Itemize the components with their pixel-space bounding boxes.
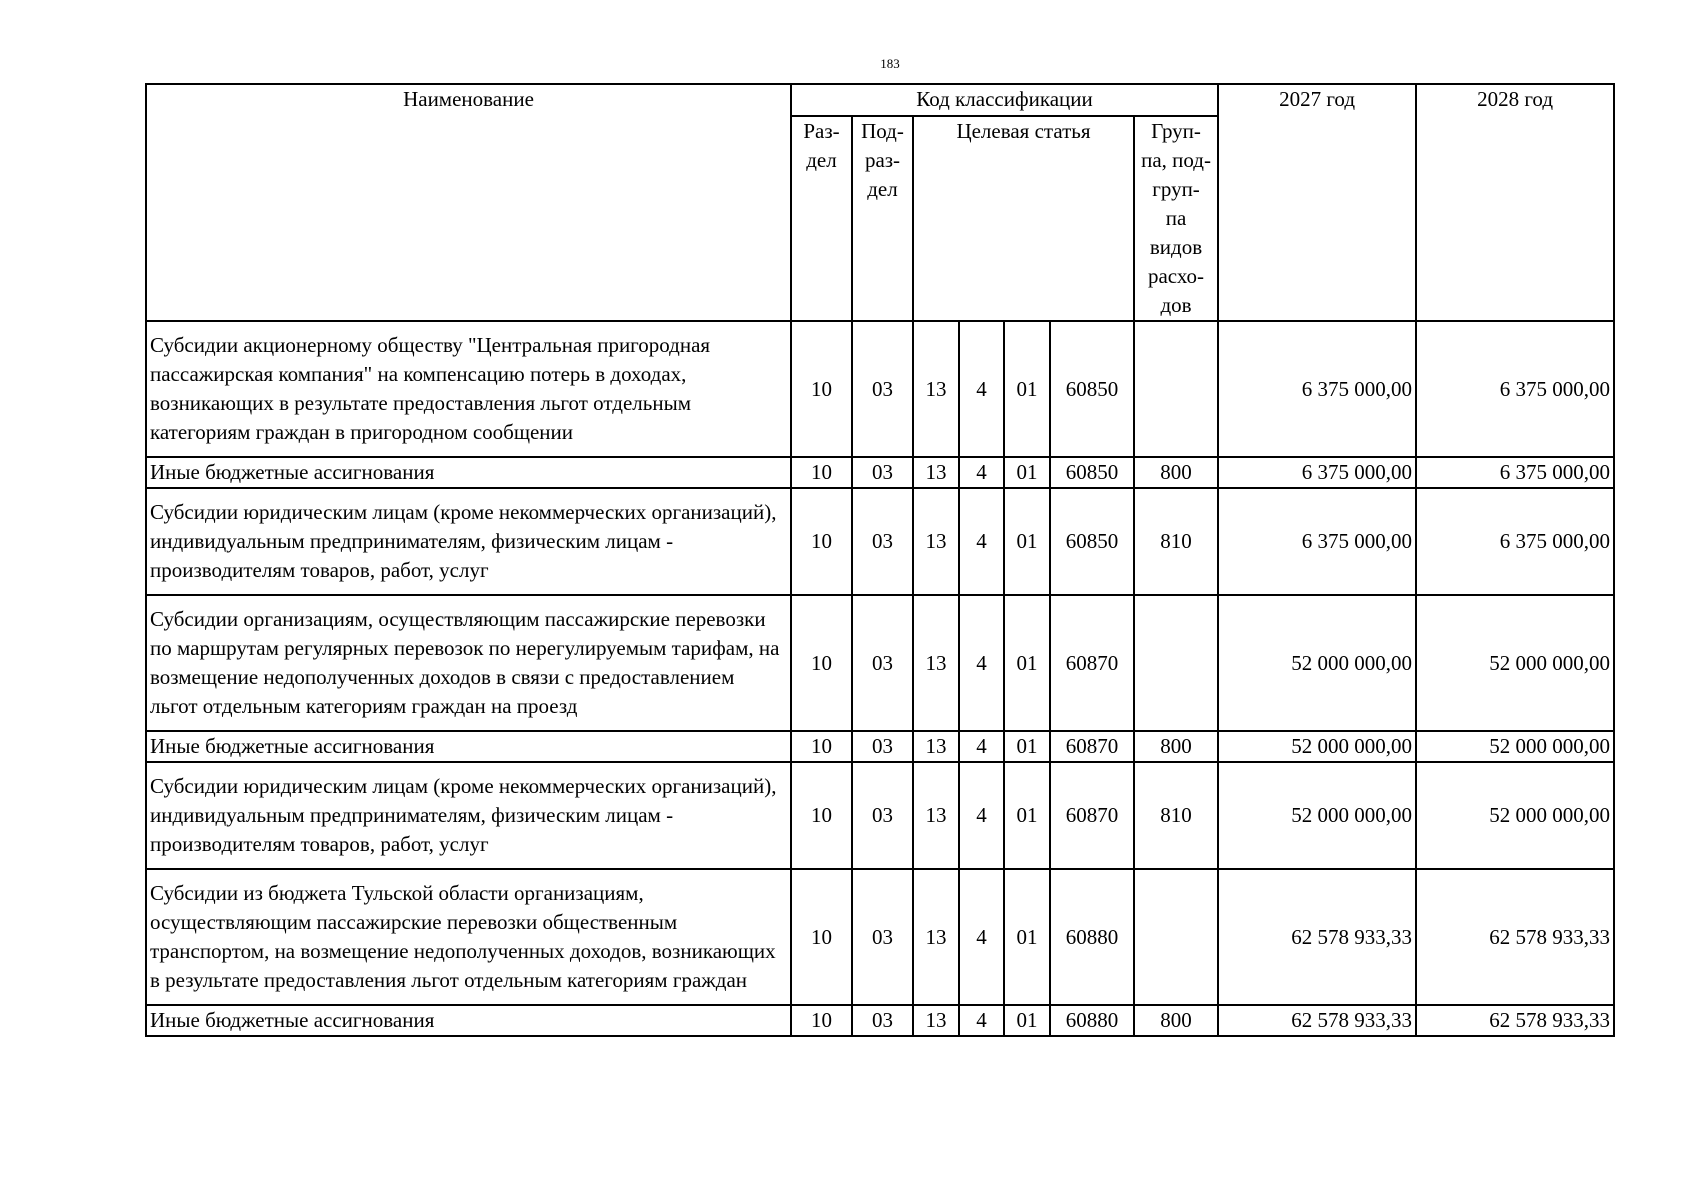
- cell-razdel: 10: [791, 731, 852, 762]
- cell-expense-group: [1134, 869, 1218, 1005]
- cell-target-subprogram: 01: [1004, 457, 1050, 488]
- cell-name: Иные бюджетные ассигнования: [146, 731, 791, 762]
- cell-expense-group: 810: [1134, 762, 1218, 869]
- table-row: [146, 595, 1614, 731]
- cell-amount-2027: 62 578 933,33: [1218, 1005, 1416, 1036]
- cell-target-subprogram: 01: [1004, 731, 1050, 762]
- cell-podrazdel: 03: [852, 762, 913, 869]
- cell-amount-2028: 52 000 000,00: [1416, 595, 1614, 731]
- cell-target-direction: 60850: [1050, 457, 1134, 488]
- table-row: [146, 488, 1614, 595]
- table-row: [146, 869, 1614, 1005]
- header-classification: Код классификации: [791, 84, 1218, 116]
- cell-expense-group: 800: [1134, 1005, 1218, 1036]
- cell-target-direction: 60850: [1050, 321, 1134, 457]
- cell-expense-group: 810: [1134, 488, 1218, 595]
- page-number: 183: [880, 56, 900, 71]
- header-razdel: Раз- дел: [791, 116, 852, 321]
- cell-amount-2028: 6 375 000,00: [1416, 488, 1614, 595]
- cell-amount-2028: 6 375 000,00: [1416, 457, 1614, 488]
- cell-amount-2027: 62 578 933,33: [1218, 869, 1416, 1005]
- cell-podrazdel: 03: [852, 869, 913, 1005]
- cell-target-type: 4: [959, 731, 1004, 762]
- cell-target-subprogram: 01: [1004, 869, 1050, 1005]
- cell-target-program: 13: [913, 869, 959, 1005]
- cell-amount-2028: 52 000 000,00: [1416, 731, 1614, 762]
- cell-target-direction: 60880: [1050, 869, 1134, 1005]
- cell-target-subprogram: 01: [1004, 321, 1050, 457]
- cell-name: Субсидии юридическим лицам (кроме некоммерческих организаций), индивидуальным предпринимателям, физическим лицам - производителям товаров, работ, услуг: [146, 488, 791, 595]
- cell-name: Субсидии акционерному обществу "Центральная пригородная пассажирская компания" на компенсацию потерь в доходах, возникающих в результате предоставления льгот отдельным категориям граждан в пригородном сообщении: [146, 321, 791, 457]
- cell-razdel: 10: [791, 321, 852, 457]
- cell-razdel: 10: [791, 762, 852, 869]
- cell-target-type: 4: [959, 321, 1004, 457]
- cell-name: Субсидии организациям, осуществляющим пассажирские перевозки по маршрутам регулярных перевозок по нерегулируемым тарифам, на возмещение недополученных доходов в связи с предоставлением льгот отдельным категориям граждан на проезд: [146, 595, 791, 731]
- cell-razdel: 10: [791, 1005, 852, 1036]
- cell-expense-group: 800: [1134, 731, 1218, 762]
- budget-table: [145, 83, 1615, 1037]
- table-row: [146, 1005, 1614, 1036]
- cell-target-type: 4: [959, 488, 1004, 595]
- header-year-2027: 2027 год: [1218, 84, 1416, 321]
- cell-target-subprogram: 01: [1004, 488, 1050, 595]
- cell-name: Субсидии юридическим лицам (кроме некоммерческих организаций), индивидуальным предпринимателям, физическим лицам - производителям товаров, работ, услуг: [146, 762, 791, 869]
- cell-razdel: 10: [791, 595, 852, 731]
- cell-podrazdel: 03: [852, 488, 913, 595]
- cell-amount-2027: 6 375 000,00: [1218, 488, 1416, 595]
- cell-target-program: 13: [913, 457, 959, 488]
- cell-podrazdel: 03: [852, 595, 913, 731]
- cell-target-type: 4: [959, 1005, 1004, 1036]
- cell-podrazdel: 03: [852, 731, 913, 762]
- cell-podrazdel: 03: [852, 457, 913, 488]
- table-row: [146, 731, 1614, 762]
- cell-amount-2027: 52 000 000,00: [1218, 731, 1416, 762]
- header-row-1: [146, 84, 1614, 116]
- cell-amount-2028: 62 578 933,33: [1416, 1005, 1614, 1036]
- cell-podrazdel: 03: [852, 321, 913, 457]
- cell-target-direction: 60850: [1050, 488, 1134, 595]
- header-podrazdel: Под- раз- дел: [852, 116, 913, 321]
- cell-name: Субсидии из бюджета Тульской области организациям, осуществляющим пассажирские перевозки общественным транспортом, на возмещение недополученных доходов, возникающих в результате предоставления льгот отдельным категориям граждан: [146, 869, 791, 1005]
- cell-expense-group: [1134, 321, 1218, 457]
- cell-razdel: 10: [791, 488, 852, 595]
- cell-target-direction: 60870: [1050, 595, 1134, 731]
- cell-target-type: 4: [959, 595, 1004, 731]
- cell-amount-2027: 6 375 000,00: [1218, 321, 1416, 457]
- cell-amount-2028: 52 000 000,00: [1416, 762, 1614, 869]
- cell-target-subprogram: 01: [1004, 762, 1050, 869]
- cell-target-direction: 60880: [1050, 1005, 1134, 1036]
- cell-target-program: 13: [913, 1005, 959, 1036]
- header-expense-group: Груп- па, под- груп- па видов расхо- дов: [1134, 116, 1218, 321]
- cell-target-program: 13: [913, 731, 959, 762]
- cell-amount-2028: 62 578 933,33: [1416, 869, 1614, 1005]
- cell-amount-2027: 52 000 000,00: [1218, 595, 1416, 731]
- cell-target-type: 4: [959, 457, 1004, 488]
- cell-amount-2028: 6 375 000,00: [1416, 321, 1614, 457]
- cell-amount-2027: 52 000 000,00: [1218, 762, 1416, 869]
- cell-target-direction: 60870: [1050, 762, 1134, 869]
- cell-razdel: 10: [791, 869, 852, 1005]
- cell-amount-2027: 6 375 000,00: [1218, 457, 1416, 488]
- cell-razdel: 10: [791, 457, 852, 488]
- table-row: [146, 762, 1614, 869]
- cell-target-subprogram: 01: [1004, 595, 1050, 731]
- cell-target-type: 4: [959, 869, 1004, 1005]
- cell-expense-group: [1134, 595, 1218, 731]
- table-body: [146, 321, 1614, 1036]
- cell-target-program: 13: [913, 595, 959, 731]
- cell-target-program: 13: [913, 762, 959, 869]
- cell-target-program: 13: [913, 321, 959, 457]
- cell-target-subprogram: 01: [1004, 1005, 1050, 1036]
- cell-target-direction: 60870: [1050, 731, 1134, 762]
- table-row: [146, 321, 1614, 457]
- table-row: [146, 457, 1614, 488]
- header-target-article: Целевая статья: [913, 116, 1134, 321]
- cell-podrazdel: 03: [852, 1005, 913, 1036]
- header-name: Наименование: [146, 84, 791, 321]
- cell-name: Иные бюджетные ассигнования: [146, 457, 791, 488]
- cell-target-program: 13: [913, 488, 959, 595]
- header-year-2028: 2028 год: [1416, 84, 1614, 321]
- cell-target-type: 4: [959, 762, 1004, 869]
- cell-name: Иные бюджетные ассигнования: [146, 1005, 791, 1036]
- cell-expense-group: 800: [1134, 457, 1218, 488]
